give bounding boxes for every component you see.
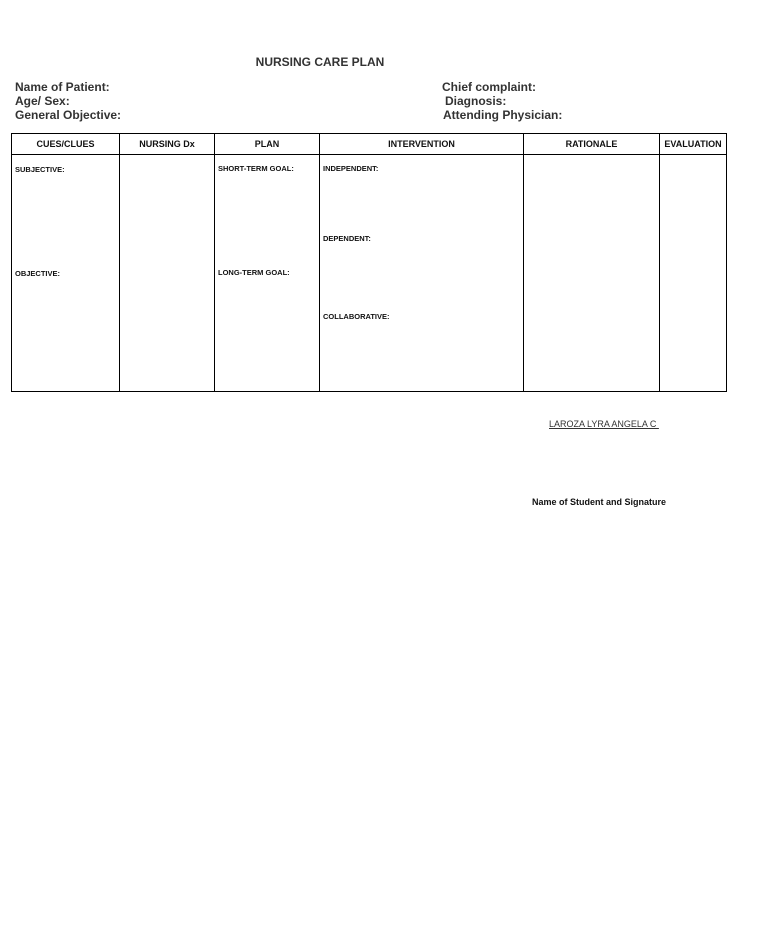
evaluation-cell[interactable] — [660, 155, 727, 392]
cues-cell[interactable] — [12, 155, 120, 392]
chief-complaint-label: Chief complaint: — [442, 80, 537, 94]
header-rationale: RATIONALE — [524, 134, 660, 155]
page-title: NURSING CARE PLAN — [255, 55, 385, 69]
student-name: LAROZA LYRA ANGELA C — [549, 419, 659, 429]
header-evaluation: EVALUATION — [660, 134, 727, 155]
attending-physician-label: Attending Physician: — [443, 108, 563, 122]
long-term-goal-label: LONG-TERM GOAL: — [218, 268, 290, 277]
header-cues: CUES/CLUES — [12, 134, 120, 155]
nursing-dx-cell[interactable] — [120, 155, 215, 392]
student-signature-caption: Name of Student and Signature — [532, 497, 667, 507]
header-plan: PLAN — [215, 134, 320, 155]
table-row — [12, 155, 727, 392]
nursing-care-plan-table — [11, 133, 727, 392]
general-objective-label: General Objective: — [15, 108, 122, 122]
dependent-label: DEPENDENT: — [323, 234, 371, 243]
intervention-cell[interactable] — [320, 155, 524, 392]
age-sex-label: Age/ Sex: — [15, 94, 70, 108]
table-header-row — [12, 134, 727, 155]
collaborative-label: COLLABORATIVE: — [323, 312, 390, 321]
rationale-cell[interactable] — [524, 155, 660, 392]
short-term-goal-label: SHORT-TERM GOAL: — [218, 164, 294, 173]
header-intervention: INTERVENTION — [320, 134, 524, 155]
plan-cell[interactable] — [215, 155, 320, 392]
diagnosis-label: Diagnosis: — [445, 94, 507, 108]
subjective-label: SUBJECTIVE: — [15, 165, 65, 174]
patient-name-label: Name of Patient: — [15, 80, 110, 94]
header-nursing-dx: NURSING Dx — [120, 134, 215, 155]
independent-label: INDEPENDENT: — [323, 164, 379, 173]
objective-label: OBJECTIVE: — [15, 269, 61, 278]
